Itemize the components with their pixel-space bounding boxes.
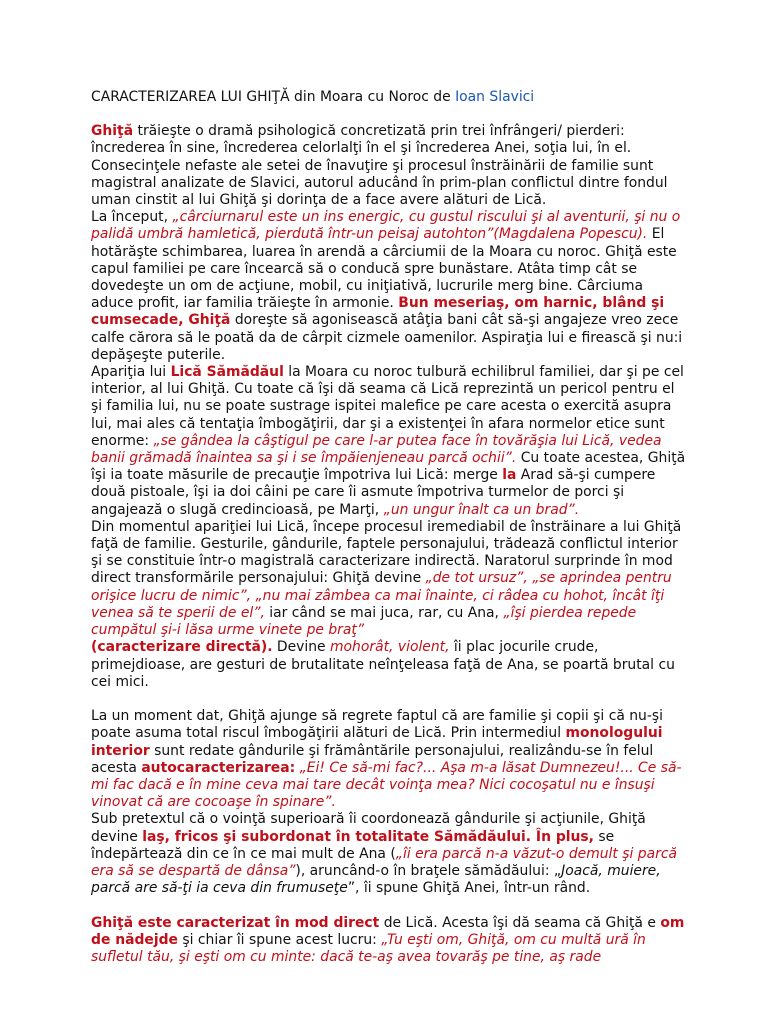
paragraph-gap — [91, 897, 686, 914]
p7-text-1: de Lică. Acesta îşi dă seama că Ghiţă e — [379, 914, 661, 931]
paragraph-4 — [91, 519, 686, 691]
p4-quote-2: „îşi pierdea repede cumpătul şi-i lăsa urme vinete pe braţ” — [91, 604, 637, 639]
p7-text-2: şi chiar îi spune acest lucru: — [177, 931, 382, 948]
p2-text-2: El hotărăşte schimbarea, luarea în arendă a cârciumii de la Moara cu noroc. Ghiţă este capul familiei pe care încearcă să o conducă spre bunăstare. Atâta timp cât se dovedeşte un om de acţiune, mobil, cu iniţiativă, lucrurile merg bine. Cârciuma aduce profit, iar familia trăieşte în armonie. — [91, 226, 677, 312]
p2-text-3: doreşte să agonisească atâţia bani cât să-şi angajeze vreo zece calfe cărora să le poată da de cârpit cizmele oamenilor. Aspiraţia lui e firească şi nu:i depăşeşte puterile. — [91, 312, 683, 363]
p3-text-2: la Moara cu noroc tulbură echilibrul familiei, dar şi pe cel interior, al lui Ghiţă. Cu toate că îşi dă seama că Lică reprezintă un pericol pentru el şi familia lui, nu se poate sustrage ispitei malefice pe care acesta o exercită asupra lui, mai ales că tentaţia îmbogăţirii, dar şi a existenţei în afara normelor etice sunt enorme: — [91, 364, 684, 449]
p1-text: trăieşte o dramă psihologică concretizată prin trei înfrângeri/ pierderi: încrederea în sine, încrederea celorlalţi în el şi încrederea Anei, soţia lui, în el. Consecinţele nefaste ale setei de înavuţire şi procesul înstrăinării de familie sunt magistral analizate de Slavici, autorul aducând în prim-plan conflictul dintre fondul uman cinstit al lui Ghiţă şi dorinţa de a face avere alături de Lică. — [91, 123, 668, 209]
p2-quote: „cârciurnarul este un ins energic, cu gustul riscului şi al aventurii, şi nu o palidă umbră hamletică, pierdută într-un peisaj autohton”(Magdalena Popescu). — [91, 209, 681, 243]
p3-quote-2: „un ungur înalt ca un brad”. — [383, 501, 580, 518]
paragraph-2 — [91, 209, 686, 364]
paragraph-gap — [91, 691, 686, 708]
p6-text-1: Sub pretextul că o voinţă superioară îi coordonează gândurile şi acţiunile, Ghiţă devine — [91, 811, 646, 845]
paragraph-1 — [91, 123, 686, 209]
p2-text-1: La început, — [91, 209, 173, 226]
p4-highlight: (caracterizare directă). — [91, 639, 273, 656]
paragraph-5 — [91, 708, 686, 811]
p4-text-3: Devine — [272, 639, 331, 656]
p7-highlight-1: Ghiţă este caracterizat în mod direct — [91, 914, 380, 931]
p5-highlight-2: autocaracterizarea: — [141, 759, 296, 776]
author-link[interactable]: Ioan Slavici — [455, 89, 535, 105]
p4-text-1: Din momentul apariţiei lui Lică, începe procesul iremediabil de înstrăinare a lui Ghiţă faţă de familie. Gesturile, gândurile, faptele personajului, trădează conflictul interior şi se constituie într-o magistrală caracterizare indirectă. Naratorul surprinde în mod direct transformările personajului: Ghiţă devine — [91, 518, 682, 587]
p6-text-4: ”, îi spune Ghiţă Anei, într-un rând. — [347, 880, 591, 897]
p6-text-3: ), aruncând-o în braţele sămădăului: „ — [295, 862, 562, 879]
p5-highlight-1: monologului interior — [91, 725, 663, 759]
p6-highlight-1: laş, fricos şi subordonat în totalitate Sămădăului. — [142, 828, 532, 845]
p2-highlight: Bun meseriaş, om harnic, blând şi cumsecade, Ghiţă — [91, 295, 665, 329]
title-text: CARACTERIZAREA LUI GHIŢĂ din Moara cu Noroc de — [91, 89, 456, 105]
p6-text-2: se îndepărtează din ce în ce mai mult de Ana ( — [91, 828, 615, 862]
p5-text-2: sunt redate gândurile şi frământările personajului, realizându-se în felul acesta — [91, 742, 654, 776]
p5-text-1: La un moment dat, Ghiţă ajunge să regrete faptul că are familie şi copii şi că nu-şi poate asuma total riscul îmbogăţirii alături de Lică. Prin intermediul — [91, 708, 663, 742]
p1-name: Ghiţă — [91, 123, 134, 140]
p4-text-2: iar când se mai juca, rar, cu Ana, — [264, 604, 504, 621]
p5-quote: „Ei! Ce să-mi fac?... Aşa m-a lăsat Dumnezeu!... Ce să-mi fac dacă e în mine ceva mai tare decât voinţa mea? Nici cocoşatul nu e însuşi vinovat că are cocoaşe în spinare”. — [91, 759, 682, 811]
p3-quote-1: „se gândea la câştigul pe care l-ar putea face în tovărăşia lui Lică, vedea banii grămadă înaintea sa şi i se împăienjeneau parcă ochii”. — [91, 432, 662, 467]
p7-quote: „Tu eşti om, Ghiţă, om cu multă ură în sufletul tău, şi eşti om cu minte: dacă te-aş avea tovarăş pe tine, aş rade — [91, 931, 646, 965]
p7-highlight-2: om de nădejde — [91, 914, 685, 948]
paragraph-6 — [91, 811, 686, 897]
p3-text-4: Arad să-şi cumpere două pistoale, îşi ia doi câini pe care îi asmute împotriva turmelor de porci şi angajează o slugă credincioasă, pe Marţi, — [91, 467, 656, 518]
p6-highlight-2: În plus, — [531, 828, 594, 845]
p3-highlight: Lică Sămădăul — [170, 364, 284, 381]
document-title — [91, 89, 686, 106]
paragraph-3 — [91, 364, 686, 519]
p6-quote-1: „îi era parcă n-a văzut-o demult şi parcă era să se despartă de dânsa” — [91, 845, 677, 879]
paragraph-7 — [91, 915, 686, 967]
p6-quote-2: Joacă, muiere, parcă are să-ţi ia ceva din frumuseţe — [91, 862, 661, 897]
p3-text-3: Cu toate acestea, Ghiţă îşi ia toate măsurile de precauţie împotriva lui Lică: merge — [91, 450, 686, 484]
p3-bold-la: la — [502, 467, 517, 484]
p4-quote-1: „de tot ursuz”, „se aprindea pentru orişice lucru de nimic”, „nu mai zâmbea ca mai înainte, ci râdea cu hohot, încât îţi venea să te sperii de el”, — [91, 570, 672, 621]
p3-text-1: Apariţia lui — [91, 364, 171, 381]
p4-italic: mohorât, violent, — [330, 639, 450, 656]
p4-text-4: îi plac jocurile crude, primejdioase, are gesturi de brutalitate neînţeleasa faţă de Ana, se poartă brutal cu cei mici. — [91, 639, 675, 690]
